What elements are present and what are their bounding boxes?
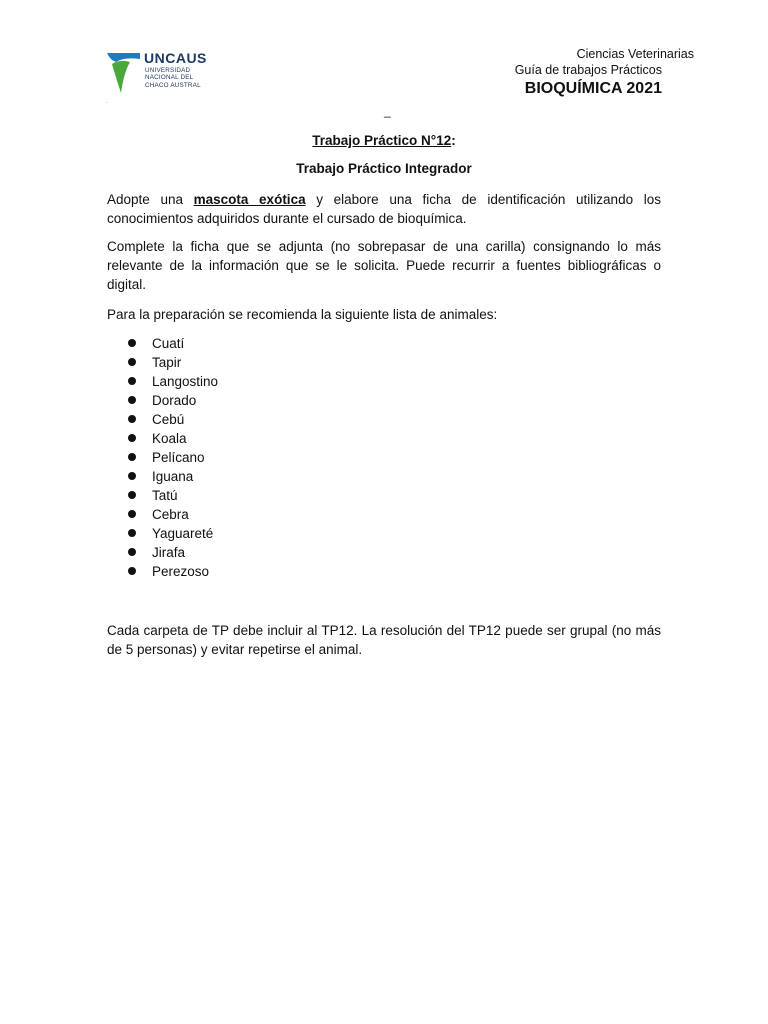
list-item bbox=[128, 505, 218, 524]
header-department: Ciencias Veterinarias bbox=[576, 47, 694, 61]
header-right bbox=[515, 47, 694, 100]
uncaus-logo-mark-icon bbox=[106, 48, 142, 98]
bullet-icon bbox=[128, 377, 136, 385]
bullet-icon bbox=[128, 510, 136, 518]
paragraph-intro bbox=[107, 190, 661, 228]
animal-list bbox=[128, 334, 218, 581]
animal-name: Iguana bbox=[152, 469, 194, 484]
paragraph-intro-end: y elabore una ficha de identificación utilizando los conocimientos adquiridos durante el cursado de bioquímica. bbox=[107, 192, 661, 226]
animal-name: Koala bbox=[152, 431, 187, 446]
bullet-icon bbox=[128, 358, 136, 366]
animal-name: Jirafa bbox=[152, 545, 186, 560]
list-item bbox=[128, 467, 218, 486]
animal-name: Cebra bbox=[152, 507, 189, 522]
bullet-icon bbox=[128, 434, 136, 442]
logo-subtitle bbox=[145, 67, 201, 89]
paragraph-intro-start: Adopte una bbox=[107, 192, 194, 207]
logo-name: UNCAUS bbox=[144, 50, 207, 66]
bullet-icon bbox=[128, 491, 136, 499]
bullet-icon bbox=[128, 415, 136, 423]
bullet-icon bbox=[128, 396, 136, 404]
animal-name: Yaguareté bbox=[152, 526, 214, 541]
list-item bbox=[128, 353, 218, 372]
header-subject: BIOQUÍMICA 2021 bbox=[524, 80, 662, 97]
animal-name: Cebú bbox=[152, 412, 185, 427]
list-item bbox=[128, 391, 218, 410]
animal-name: Pelícano bbox=[152, 450, 205, 465]
animal-name: Langostino bbox=[152, 374, 219, 389]
document-subtitle: Trabajo Práctico Integrador bbox=[296, 161, 472, 176]
bullet-icon bbox=[128, 339, 136, 347]
document-title bbox=[0, 133, 768, 148]
animal-name: Tapir bbox=[152, 355, 182, 370]
animal-name: Tatú bbox=[152, 488, 178, 503]
logo-subtitle-line: CHACO AUSTRAL bbox=[145, 81, 201, 89]
bullet-icon bbox=[128, 453, 136, 461]
animal-name: Perezoso bbox=[152, 564, 210, 579]
paragraph-closing: Cada carpeta de TP debe incluir al TP12. La resolución del TP12 puede ser grupal (no más de 5 personas) y evitar repetirse el animal. bbox=[107, 623, 661, 657]
header-separator: _ bbox=[384, 104, 391, 118]
header-guide: Guía de trabajos Prácticos bbox=[514, 63, 662, 77]
animal-name: Cuatí bbox=[152, 336, 185, 351]
list-item bbox=[128, 334, 218, 353]
list-item bbox=[128, 524, 218, 543]
paragraph-instructions: Complete la ficha que se adjunta (no sobrepasar de una carilla) consignando lo más relevante de la información que se le solicita. Puede recurrir a fuentes bibliográficas o digital. bbox=[107, 239, 661, 292]
paragraph-list-intro: Para la preparación se recomienda la siguiente lista de animales: bbox=[107, 307, 498, 322]
list-item bbox=[128, 410, 218, 429]
list-item bbox=[128, 543, 218, 562]
bullet-icon bbox=[128, 529, 136, 537]
uncaus-logo bbox=[106, 48, 226, 104]
logo-subtitle-line: NACIONAL DEL bbox=[145, 74, 194, 82]
bullet-icon bbox=[128, 472, 136, 480]
list-item bbox=[128, 562, 218, 581]
logo-subtitle-line: UNIVERSIDAD bbox=[145, 67, 191, 74]
list-item bbox=[128, 486, 218, 505]
logo-dot: . bbox=[106, 99, 108, 105]
animal-name: Dorado bbox=[152, 393, 197, 408]
bullet-icon bbox=[128, 567, 136, 575]
document-title-colon: : bbox=[451, 133, 456, 148]
list-item bbox=[128, 448, 218, 467]
document-title-text: Trabajo Práctico N°12 bbox=[312, 133, 452, 148]
list-item bbox=[128, 372, 218, 391]
list-item bbox=[128, 429, 218, 448]
paragraph-intro-emphasis: mascota exótica bbox=[193, 192, 306, 207]
bullet-icon bbox=[128, 548, 136, 556]
